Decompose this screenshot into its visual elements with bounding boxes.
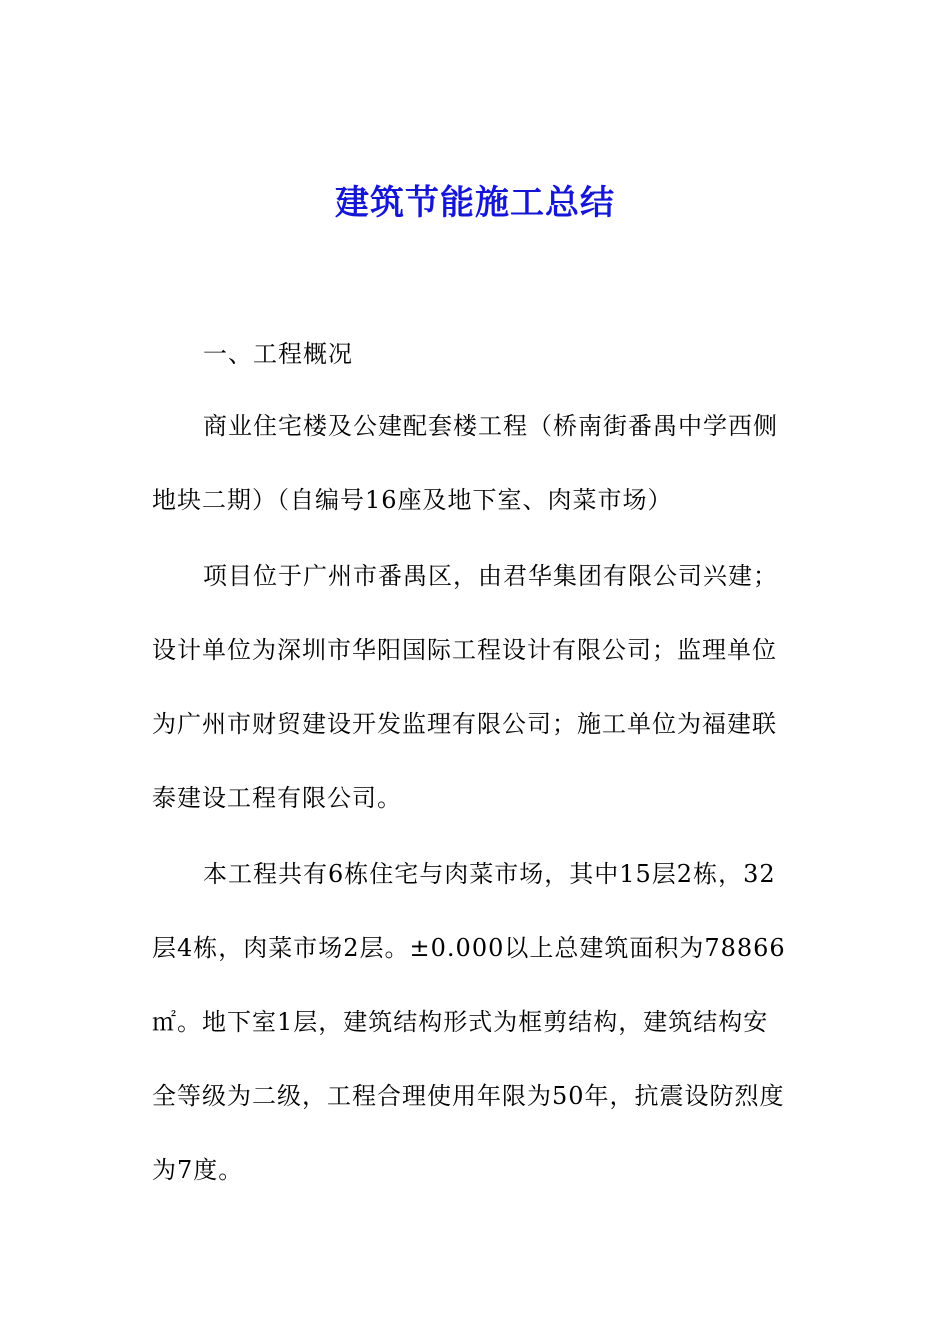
paragraph-2-line-2: 设计单位为深圳市华阳国际工程设计有限公司；监理单位: [152, 636, 777, 664]
paragraph-2-line-1: 项目位于广州市番禺区，由君华集团有限公司兴建；: [203, 562, 778, 590]
paragraph-3-line-5: 为7度。: [152, 1156, 244, 1184]
paragraph-3-line-1: 本工程共有6栋住宅与肉菜市场，其中15层2栋，32: [203, 860, 776, 888]
paragraph-1-line-1: 商业住宅楼及公建配套楼工程（桥南街番禺中学西侧: [203, 412, 778, 440]
paragraph-2-line-4: 泰建设工程有限公司。: [152, 784, 402, 812]
document-title: 建筑节能施工总结: [335, 183, 615, 223]
paragraph-3-line-4: 全等级为二级，工程合理使用年限为50年，抗震设防烈度: [152, 1082, 785, 1110]
section-heading: 一、工程概况: [203, 340, 353, 368]
paragraph-2-line-3: 为广州市财贸建设开发监理有限公司；施工单位为福建联: [152, 710, 777, 738]
paragraph-3-line-2: 层4栋，肉菜市场2层。±0.000以上总建筑面积为78866: [152, 934, 786, 962]
paragraph-1-line-2: 地块二期）（自编号16座及地下室、肉菜市场）: [152, 486, 673, 514]
paragraph-3-line-3: ㎡。地下室1层，建筑结构形式为框剪结构，建筑结构安: [152, 1008, 769, 1036]
